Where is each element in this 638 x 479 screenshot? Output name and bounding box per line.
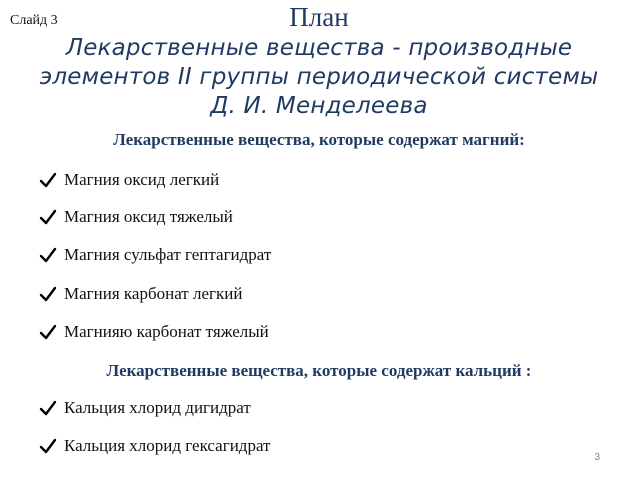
- main-title-line: Лекарственные вещества - производные: [65, 35, 573, 61]
- list-item: [38, 284, 242, 304]
- list-item-text: Магния оксид легкий: [64, 170, 220, 189]
- main-title: [0, 34, 638, 121]
- list-item: [38, 207, 233, 227]
- list-item: [38, 436, 270, 456]
- main-title-line: Д. И. Менделеева: [210, 93, 428, 119]
- list-item-text: Кальция хлорид гексагидрат: [64, 436, 271, 455]
- list-item-text: Магнияю карбонат тяжелый: [64, 322, 269, 341]
- main-title-line: элементов II группы периодической системы: [39, 64, 599, 90]
- page-number: 3: [594, 452, 600, 463]
- check-icon: [38, 322, 58, 342]
- check-icon: [38, 207, 58, 227]
- list-item-text: Кальция хлорид дигидрат: [64, 398, 251, 417]
- slide-label: Слайд 3: [10, 13, 58, 28]
- list-item-text: Магния оксид тяжелый: [64, 207, 233, 226]
- magnesium-section-heading: Лекарственные вещества, которые содержат магний:: [113, 130, 525, 149]
- list-item: [38, 322, 269, 342]
- list-item-text: Магния карбонат легкий: [64, 284, 243, 303]
- list-item: [38, 398, 251, 418]
- check-icon: [38, 398, 58, 418]
- calcium-section-heading: Лекарственные вещества, которые содержат кальций :: [106, 361, 532, 380]
- list-item-text: Магния сульфат гептагидрат: [64, 245, 272, 264]
- check-icon: [38, 436, 58, 456]
- list-item: [38, 245, 271, 265]
- check-icon: [38, 284, 58, 304]
- check-icon: [38, 170, 58, 190]
- check-icon: [38, 245, 58, 265]
- plan-title: План: [289, 2, 349, 32]
- list-item: [38, 170, 219, 190]
